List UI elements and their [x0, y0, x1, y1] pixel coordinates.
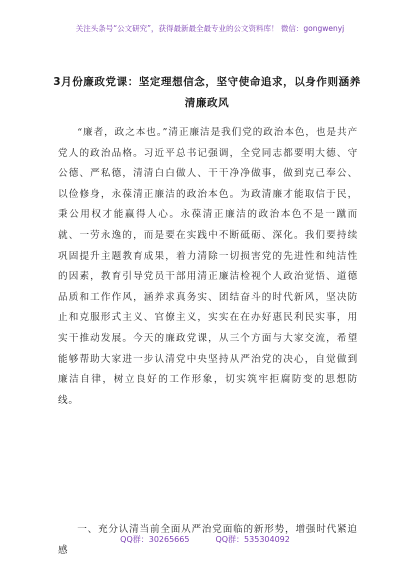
section-heading-1: 一、充分认清当前全面从严治党面临的新形势，增强时代紧迫感 [58, 524, 358, 556]
body-paragraph: “廉者，政之本也。”清正廉洁是我们党的政治本色，也是共产党人的政治品格。习近平总书记强调，全党同志都要明大德、守公德、严私德，清清白白做人、干干净净做事，做到克己奉公、以俭修身，永葆清正廉洁的政治本色。为政清廉才能取信于民，秉公用权才能赢得人心。永葆清正廉洁的政治本色不是一蹴而就、一劳永逸的，而是要在实践中不断砥砺、深化。我们要持续巩固提升主题教育成果，着力清除一切损害党的先进性和纯洁性的因素，教育引导党员干部用清正廉洁检视个人政治觉悟、道德品质和工作作风，涵养求真务实、团结奋斗的时代新风，坚决防止和克服形式主义、官僚主义，实实在在办好惠民利民实事，用实干推动发展。今天的廉政党课，从三个方面与大家交流，希望能够帮助大家进一步认清党中央坚持从严治党的决心，自觉做到廉洁自律，树立良好的工作形象，切实筑牢拒腐防变的思想防线。 [58, 127, 358, 406]
header-banner-text: 关注头条号“公文研究”，获得最新最全最专业的公文资料库！ 微信：gongwenyj [75, 24, 345, 33]
document-title: 3月份廉政党课：坚定理想信念，坚守使命追求，以身作则涵养清廉政风 [53, 76, 361, 109]
footer-qq-group-2: QQ群：535304092 [215, 535, 290, 544]
footer [60, 535, 350, 545]
header-banner [60, 24, 360, 34]
footer-qq-group-1: QQ群：30265665 [120, 535, 190, 544]
